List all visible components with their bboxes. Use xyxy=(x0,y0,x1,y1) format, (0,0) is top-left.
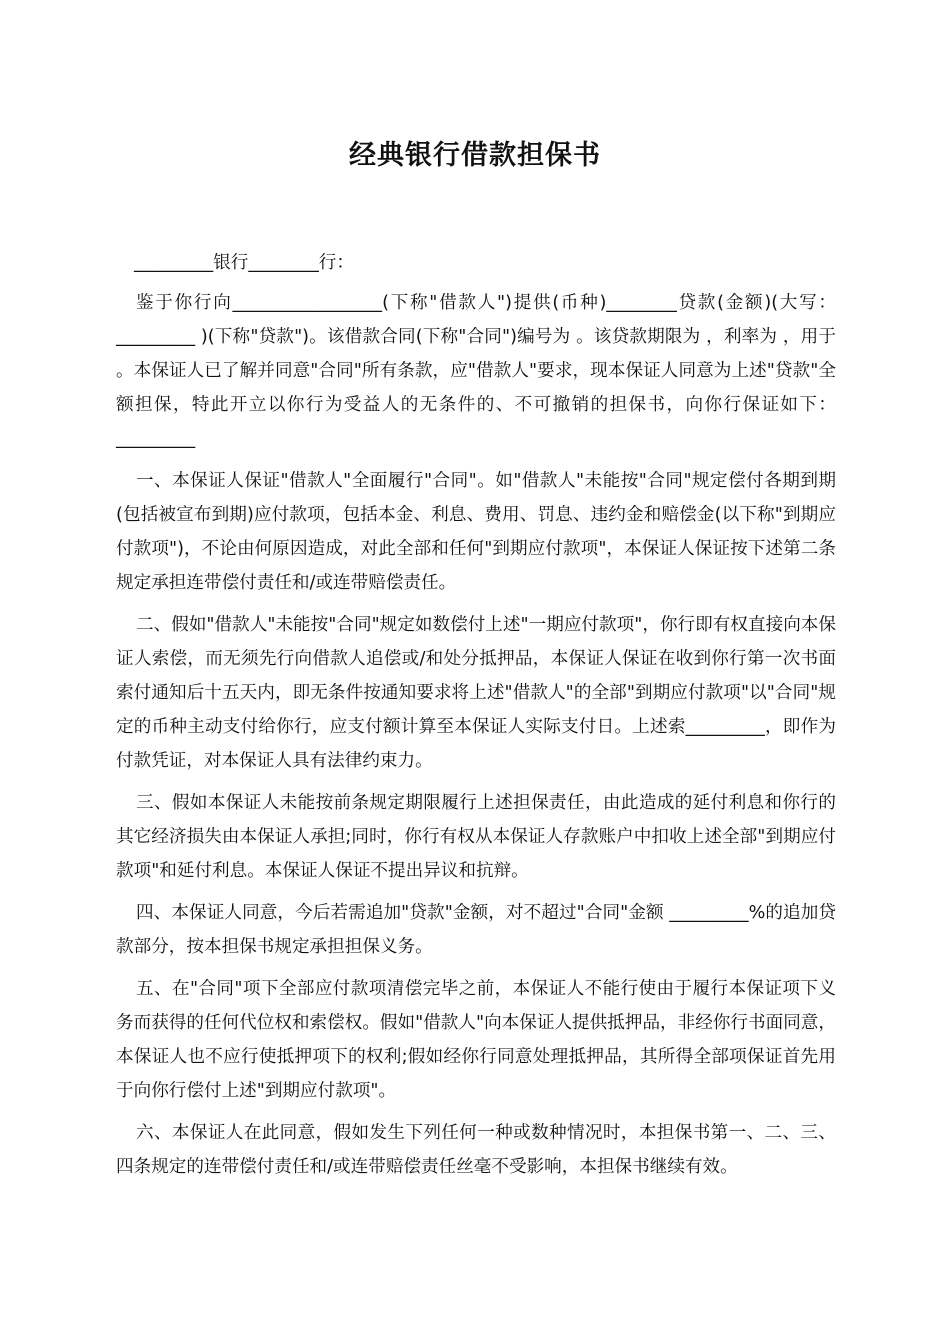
paragraph-clause-6: 六、本保证人在此同意，假如发生下列任何一种或数种情况时，本担保书第一、二、三、四条规定的连带偿付责任和/或连带赔偿责任丝毫不受影响，本担保书继续有效。 xyxy=(116,1123,836,1177)
salutation: _________银行________行： xyxy=(134,253,354,273)
paragraph-clause-3: 三、假如本保证人未能按前条规定期限履行上述担保责任，由此造成的延付利息和你行的其它经济损失由本保证人承担;同时，你行有权从本保证人存款账户中扣收上述全部"到期应付款项"和延付利息。本保证人保证不提出异议和抗辩。 xyxy=(116,793,836,881)
paragraph-clause-5: 五、在"合同"项下全部应付款项清偿完毕之前，本保证人不能行使由于履行本保证项下义务而获得的任何代位权和索偿权。假如"借款人"向本保证人提供抵押品，非经你行书面同意，本保证人也不应行使抵押项下的权利;假如经你行同意处理抵押品，其所得全部项保证首先用于向你行偿付上述"到期应付款项"。 xyxy=(116,979,836,1101)
paragraph-clause-4: 四、本保证人同意，今后若需追加"贷款"金额，对不超过"合同"金额 _________%的追加贷款部分，按本担保书规定承担担保义务。 xyxy=(116,903,836,957)
document-title: 经典银行借款担保书 xyxy=(349,140,601,171)
paragraph-clause-2: 二、假如"借款人"未能按"合同"规定如数偿付上述"一期应付款项"，你行即有权直接向本保证人索偿，而无须先行向借款人追偿或/和处分抵押品，本保证人保证在收到你行第一次书面索付通知后十五天内，即无条件按通知要求将上述"借款人"的全部"到期应付款项"以"合同"规定的币种主动支付给你行，应支付额计算至本保证人实际支付日。上述索_________，即作为付款凭证，对本保证人具有法律约束力。 xyxy=(116,615,836,771)
paragraph-preamble: 鉴于你行向_________________(下称"借款人")提供(币种)________贷款(金额)(大写：_________ )(下称"贷款")。该借款合同(下称"合同")编号为 。该贷款期限为 ，利率为 ，用于 。本保证人已了解并同意"合同"所有条款，应"借款人"要求，现本保证人同意为上述"贷款"全额担保，特此开立以你行为受益人的无条件的、不可撤销的担保书，向你行保证如下：_________ xyxy=(116,293,836,449)
paragraph-clause-1: 一、本保证人保证"借款人"全面履行"合同"。如"借款人"未能按"合同"规定偿付各期到期(包括被宣布到期)应付款项，包括本金、利息、费用、罚息、违约金和赔偿金(以下称"到期应付款项")，不论由何原因造成，对此全部和任何"到期应付款项"，本保证人保证按下述第二条规定承担连带偿付责任和/或连带赔偿责任。 xyxy=(116,471,836,593)
document-body xyxy=(116,246,836,1192)
